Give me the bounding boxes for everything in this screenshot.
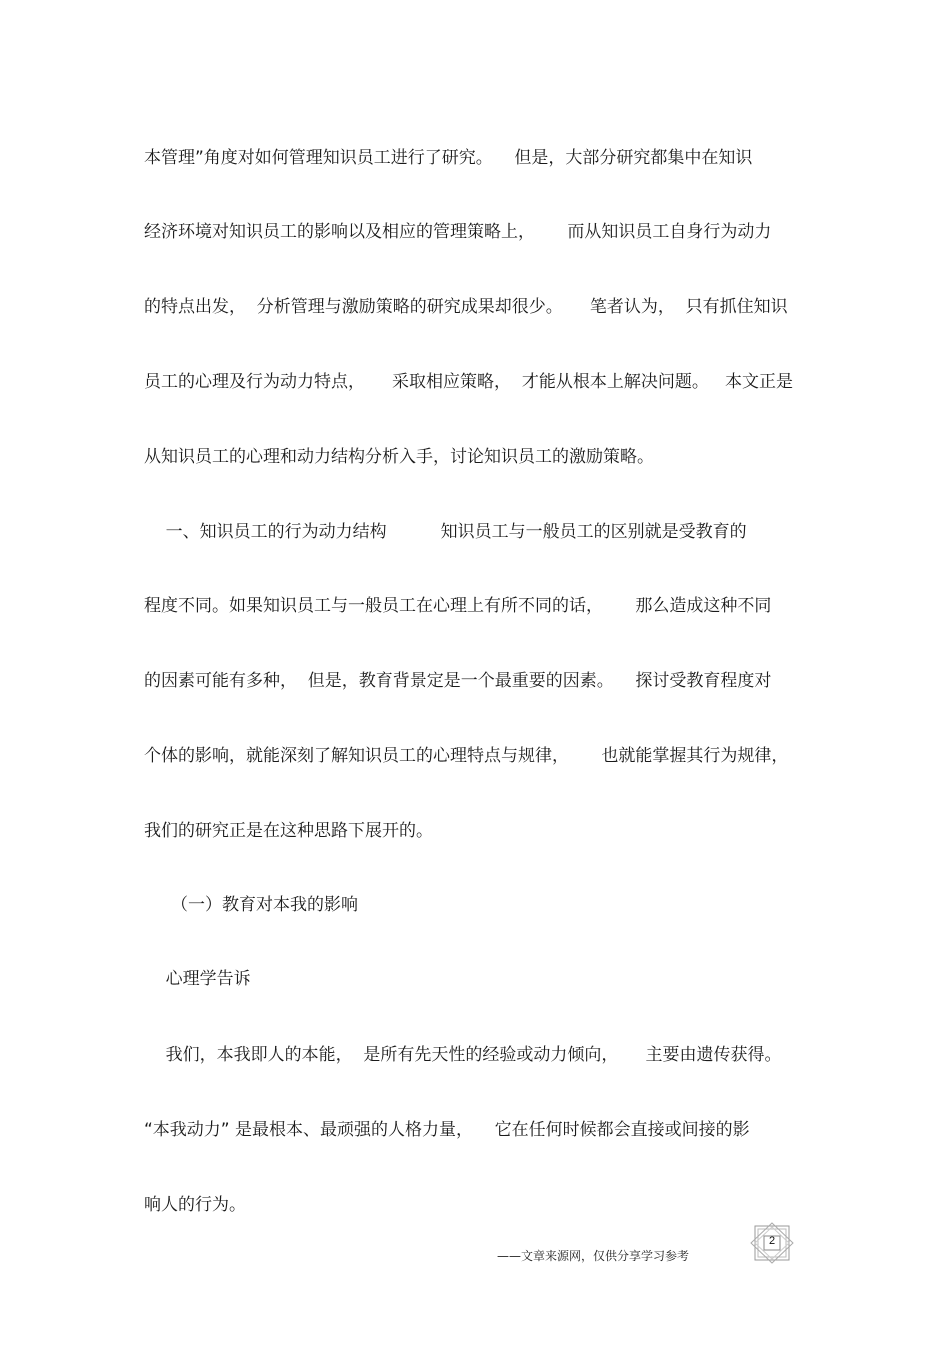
section-heading-line: 一、知识员工的行为动力结构 知识员工与一般员工的区别就是受教育的	[144, 522, 747, 542]
body-line: 本管理”角度对如何管理知识员工进行了研究。 但是，大部分研究都集中在知识	[144, 148, 753, 168]
subsection-heading: （一）教育对本我的影响	[144, 895, 359, 915]
body-line: 个体的影响，就能深刻了解知识员工的心理特点与规律， 也就能掌握其行为规律，	[144, 746, 789, 766]
body-line: 心理学告诉	[144, 969, 251, 989]
body-line: 响人的行为。	[144, 1195, 246, 1215]
body-line: 从知识员工的心理和动力结构分析入手，讨论知识员工的激励策略。	[144, 447, 654, 467]
footer-source-note: ——文章来源网，仅供分享学习参考	[497, 1249, 690, 1263]
page-number-badge	[749, 1222, 795, 1264]
body-line: 员工的心理及行为动力特点， 采取相应策略， 才能从根本上解决问题。 本文正是	[144, 372, 794, 392]
page-number: 2	[768, 1235, 776, 1247]
body-line: 我们的研究正是在这种思路下展开的。	[144, 821, 433, 841]
body-line: 程度不同。如果知识员工与一般员工在心理上有所不同的话， 那么造成这种不同	[144, 596, 772, 616]
body-line: 的因素可能有多种， 但是，教育背景定是一个最重要的因素。 探讨受教育程度对	[144, 671, 772, 691]
body-line: 的特点出发， 分析管理与激励策略的研究成果却很少。 笔者认为， 只有抓住知识	[144, 297, 788, 317]
body-line: “本我动力” 是最根本、最顽强的人格力量， 它在任何时候都会直接或间接的影	[144, 1120, 750, 1140]
body-line: 我们，本我即人的本能， 是所有先天性的经验或动力倾向， 主要由遗传获得。	[144, 1045, 782, 1065]
body-line: 经济环境对知识员工的影响以及相应的管理策略上， 而从知识员工自身行为动力	[144, 222, 772, 242]
